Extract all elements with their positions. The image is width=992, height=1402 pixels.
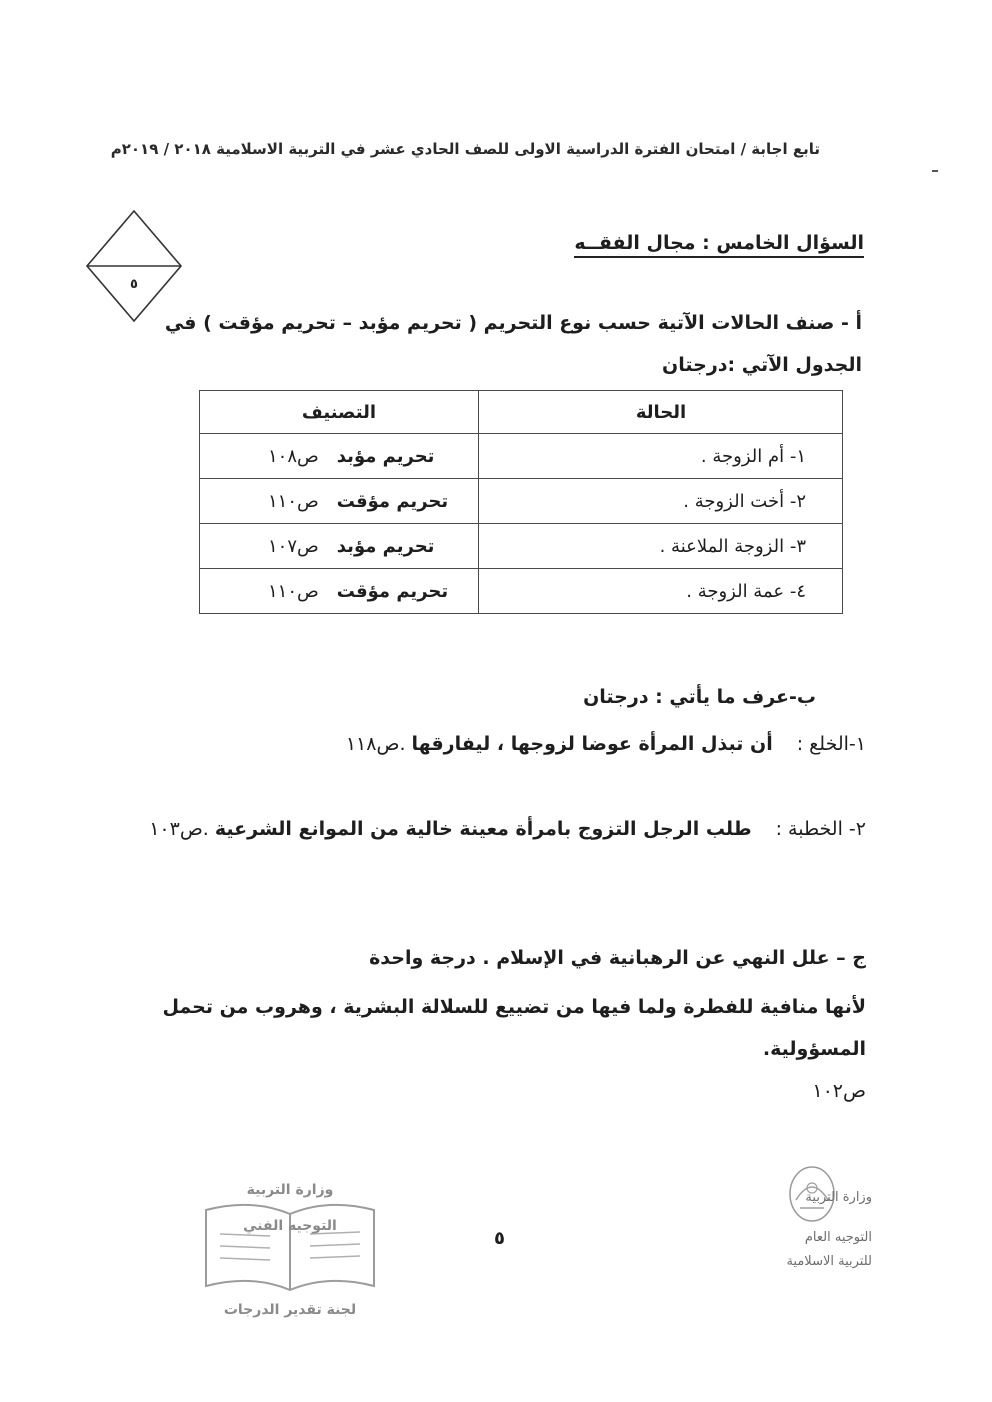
part-a-instruction: أ - صنف الحالات الآتية حسب نوع التحريم ( تحريم مؤبد – تحريم مؤقت ) في الجدول الآتي :درجتان (164, 312, 862, 376)
ministry-stamp (740, 1164, 880, 1284)
classification-page: ص١١٠ (268, 490, 319, 512)
part-c-instruction: ج – علل النهي عن الرهبانية في الإسلام . درجة واحدة (369, 947, 866, 969)
case-cell: ٢- أخت الزوجة . (479, 479, 843, 524)
table-row (200, 569, 843, 614)
classification-page: ص١٠٧ (268, 535, 319, 557)
table-row (200, 479, 843, 524)
stamp-left-top: وزارة التربية (246, 1182, 334, 1198)
question-title: السؤال الخامس : مجال الفقــه (574, 232, 864, 258)
case-cell: ٣- الزوجة الملاعنة . (479, 524, 843, 569)
stamp-left-bottom: لجنة تقدير الدرجات (223, 1302, 357, 1318)
classification-cell (200, 569, 479, 614)
case-cell: ١- أم الزوجة . (479, 434, 843, 479)
grade-score: ٥ (130, 277, 138, 292)
column-header-classification: التصنيف (200, 391, 479, 434)
page-number: ٥ (494, 1228, 505, 1249)
definition-line (149, 818, 866, 840)
classification-value: تحريم مؤبد (336, 445, 435, 467)
definition-term: ٢- الخطبة : (775, 818, 866, 840)
stamp-right-line2: التوجيه العام (804, 1230, 872, 1245)
stamp-right-line3: للتربية الاسلامية (786, 1254, 872, 1269)
part-b-instruction: ب-عرف ما يأتي : درجتان (583, 686, 816, 708)
table-header-row (200, 391, 843, 434)
exam-header: تابع اجابة / امتحان الفترة الدراسية الاولى للصف الحادي عشر في التربية الاسلامية ٢٠١٨ / ٢٠١٩م (110, 140, 820, 158)
definition-text: أن تبذل المرأة عوضا لزوجها ، ليفارقها (411, 733, 773, 755)
part-c-answer (126, 986, 866, 1112)
classification-cell (200, 524, 479, 569)
scan-mark (932, 170, 938, 172)
classification-page: ص١١٠ (268, 580, 319, 602)
definition-line (346, 733, 866, 755)
classification-value: تحريم مؤقت (336, 580, 449, 602)
classification-value: تحريم مؤبد (336, 535, 435, 557)
classification-cell (200, 479, 479, 524)
classification-page: ص١٠٨ (268, 445, 319, 467)
table-row (200, 434, 843, 479)
book-icon (192, 1200, 388, 1296)
definition-page: .ص١١٨ (345, 733, 406, 755)
table-row (200, 524, 843, 569)
definition-term: ١-الخلع : (796, 733, 866, 755)
stamp-right-line1: وزارة التربية (805, 1190, 872, 1205)
classification-cell (200, 434, 479, 479)
grading-committee-stamp (180, 1178, 400, 1328)
case-cell: ٤- عمة الزوجة . (479, 569, 843, 614)
answer-text: لأنها منافية للفطرة ولما فيها من تضييع للسلالة البشرية ، وهروب من تحمل المسؤولية. (162, 996, 866, 1060)
column-header-case: الحالة (479, 391, 843, 434)
answer-page: ص١٠٢ (812, 1080, 866, 1102)
classification-value: تحريم مؤقت (336, 490, 449, 512)
classification-table (199, 390, 843, 614)
definition-text: طلب الرجل التزوج بامرأة معينة خالية من الموانع الشرعية (214, 818, 752, 840)
stamp-left-middle: التوجيه الفني (243, 1218, 337, 1234)
definition-page: .ص١٠٣ (149, 818, 209, 840)
